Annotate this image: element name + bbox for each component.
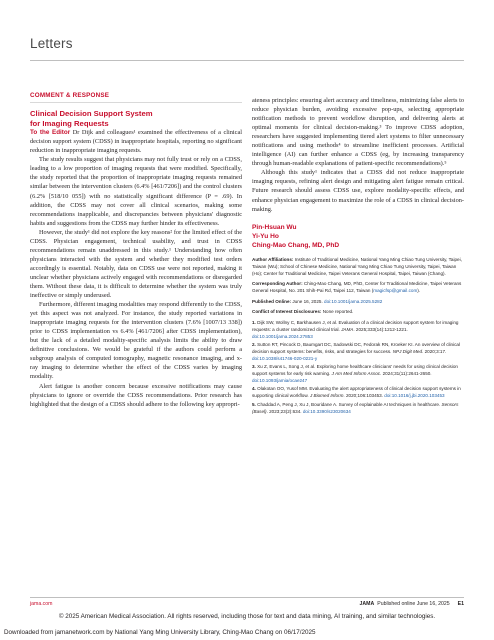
article-title-line: for Imaging Requests [30, 118, 109, 128]
letter-body [30, 128, 242, 408]
reference-doi-link[interactable]: doi:10.1038/s41746-020-0221-y [252, 355, 318, 361]
reference-list [252, 320, 464, 415]
published-label: Published Online: [252, 298, 292, 304]
article-doi-link[interactable]: doi:10.1001/jama.2025.5282 [324, 298, 383, 304]
reference-item [252, 320, 464, 340]
reference-text: Olakotan OO, Yusof MM. Evaluating the alert appropriateness of clinical decision support systems in supporting clinical workflow. [252, 386, 461, 399]
paragraph: Furthermore, different imaging modalities may respond differently to the CDSS, yet this aspect was not analyzed. For instance, the study reported variations in inappropriate imaging requests for the intervention clusters (7.6% [1007/13 338]) prior to CDSS implementation vs 6.4% [461/7206] after CDSS implementation), but the lack of a detailed modality-specific analysis limits the ability to draw definitive conclusions. We would be grateful if the authors could perform a subgroup analysis of computed tomography, magnetic resonance imaging, and x-ray imaging to determine whether the effect of the CDSS varies by imaging modality. [30, 301, 242, 381]
reference-citation: . 2023;23(2):634. [266, 408, 303, 414]
corresponding-email-link[interactable]: magicfsp@gmail.com [373, 288, 418, 294]
reference-number: 5. [252, 401, 256, 407]
footer-page-number: E1 [457, 601, 464, 607]
affiliations-text: Institute of Traditional Medicine, National Yang Ming Chiao Tung University, Taipei, Taiwan (Wu); School of Chinese Medicine, National Yang Ming Chiao Tung University, Taipei, Taiwan (Ho); Center for Traditional Medicine, Taipei Veterans General Hospital, Taipei, Taiwan (Chang). [252, 257, 462, 276]
reference-text: Chaddad A, Peng J, Xu J, Bouridane A. Survey of explainable AI techniques in healthcare. [255, 401, 442, 407]
letter-body-continued [252, 96, 464, 214]
section-kicker: COMMENT & RESPONSE [30, 92, 110, 99]
reference-doi-link[interactable]: doi:10.1093/jamia/ocae247 [252, 377, 308, 383]
published-date: June 16, 2025. [291, 298, 325, 304]
author-list [252, 223, 464, 251]
conflict-text: None reported. [321, 309, 354, 315]
reference-item [252, 402, 464, 415]
left-column [30, 92, 242, 409]
reference-doi-link[interactable]: doi:10.3390/s23020634 [302, 408, 351, 414]
reference-text: Xu Z, Evans L, Song J, et al. Exploring home healthcare clinicians' needs for using clinical decision support systems for early risk warning. [252, 364, 458, 377]
conflict-of-interest [252, 309, 464, 316]
author-name: Yi-Yu Ho [252, 232, 279, 240]
right-column [252, 96, 464, 417]
paragraph [30, 128, 242, 155]
reference-item [252, 364, 464, 384]
corresponding-text: Ching-Mao Chang, MD, PhD, Center for Traditional Medicine, Taipei Veterans General Hospital, No. 201 Shih-Pai Rd, Taipei 112, Taiwan ( [252, 281, 462, 294]
paragraph: Alert fatigue is another concern because excessive notifications may cause physicians to ignore or override the CDSS recommendations. Prior research has highlighted that the design of a CDSS should adhere to the following key appropri- [30, 382, 242, 408]
reference-number: 4. [252, 386, 256, 392]
reference-text: Sutton RT, Pincock D, Baumgart DC, Sadowski DC, Fedorak RN, Kroeker KI. An overview of clinical decision support systems: benefits, risks, and strategies for success. [252, 342, 461, 354]
author-name: Pin-Hsuan Wu [252, 223, 297, 231]
reference-citation: . 2024;31(11):2641-2650. [380, 371, 432, 377]
reference-journal: Sensors (Basel) [252, 401, 459, 414]
paragraph: The study results suggest that physicians may not fully trust or rely on a CDSS, leading to a low proportion of imaging requests that were modified. Specifically, the study reported that the proportion of inappropriate imaging requests remained similar between the intervention clusters (6.4% [461/7206]) and the control clusters (6.2% [518/10 055]) with no statistically significant difference (P = .69). In addition, the CDSS may not cover all clinical scenarios, making some recommendations inapplicable, and discrepancies between physicians' diagnostic habits and suggestions from the CDSS may further hinder its effectiveness. [30, 156, 242, 227]
reference-number: 1. [252, 320, 256, 326]
paragraph: However, the study¹ did not explore the key reasons² for the limited effect of the CDSS. Physician engagement, technical usability, and trust in CDSS recommendations remain unaddressed in this study.¹ Understanding how often physicians interacted with the system and whether they modified test orders accordingly is essential. Notably, data on CDSS use were not reported, making it unclear whether physicians actively engaged with recommendations or disregarded them. Without these data, it is difficult to determine whether the system was truly ineffective or simply underused. [30, 228, 242, 300]
copyright-notice: © 2025 American Medical Association. All rights reserved, including those for text and data mining, AI training, and similar technologies. [58, 613, 436, 620]
download-notice: Downloaded from jamanetwork.com by National Yang Ming University Library, Ching-Mao Chang on 06/17/2025 [4, 629, 316, 636]
kicker-divider [30, 102, 242, 103]
section-title: Letters [30, 36, 73, 51]
reference-doi-link[interactable]: doi:10.1016/j.jbi.2020.103453 [384, 393, 445, 399]
article-title [30, 109, 242, 128]
footer-published-date: Published online June 16, 2025 [377, 601, 450, 607]
corresponding-label: Corresponding Author: [252, 281, 303, 287]
corresponding-author [252, 281, 464, 294]
to-the-editor-label: To the Editor [30, 129, 71, 137]
reference-journal: J Biomed Inform [309, 393, 344, 399]
footer-site-link[interactable]: jama.com [30, 601, 53, 607]
paragraph-text: Dr Dijk and colleagues¹ examined the effectiveness of a clinical decision support system (CDSS) in inappropriate hospitals, reporting no significant reduction in inappropriate imaging requests. [30, 129, 242, 155]
footer-publication-info [360, 601, 464, 607]
footer-journal-name: JAMA [359, 601, 375, 607]
affiliations-label: Author Affiliations: [252, 257, 294, 263]
author-affiliations [252, 257, 464, 277]
corresponding-end: ). [417, 288, 421, 294]
reference-citation: . 2020;106:103453. [343, 393, 385, 399]
paragraph: ateness principles: ensuring alert accuracy and timeliness, minimizing false alerts to reduce physician burden, avoiding excessive pop-ups, selecting appropriate notification methods to prevent workflow disruption, and delivering alerts at optimal moments for clinical decision-making.³ To improve CDSS adoption, researchers have suggested implementing tiered alert systems to filter unnecessary notifications and using methods⁴ to streamline inefficient processes. Artificial intelligence (AI) can further enhance a CDSS (eg, by increasing transparency through human-readable explanations of patient-specific recommendations).⁵ [252, 97, 464, 168]
reference-doi-link[interactable]: doi:10.1001/jama.2024.27853 [252, 333, 313, 339]
reference-number: 2. [252, 342, 256, 348]
reference-text: Dijk SW, Wollny C, Barkhausen J, et al. Evaluation of a clinical decision support system for imaging requests: a cluster randomized clinical trial. [252, 320, 459, 332]
published-online [252, 299, 464, 306]
header-divider [30, 60, 464, 61]
reference-citation: . 2020;3:17. [422, 348, 447, 354]
paragraph: Although this study¹ indicates that a CDSS did not reduce inappropriate imaging requests, refining alert design and mitigating alert fatigue remain critical. Future research should assess CDSS use, explore modality-specific effects, and enhance physician engagement to maximize the role of a CDSS in clinical decision-making. [252, 169, 464, 213]
reference-item [252, 342, 464, 362]
reference-citation: . 2025;333(14):1212-1221. [353, 326, 408, 332]
author-name: Ching-Mao Chang, MD, PhD [252, 242, 340, 250]
reference-journal: NPJ Digit Med [392, 348, 423, 354]
footer-divider [30, 597, 464, 598]
reference-item [252, 386, 464, 399]
conflict-label: Conflict of Interest Disclosures: [252, 309, 322, 315]
reference-number: 3. [252, 364, 256, 370]
article-information [252, 257, 464, 415]
reference-journal: J Am Med Inform Assoc [331, 371, 381, 377]
reference-journal: JAMA [341, 326, 354, 332]
article-title-line: Clinical Decision Support System [30, 109, 153, 118]
